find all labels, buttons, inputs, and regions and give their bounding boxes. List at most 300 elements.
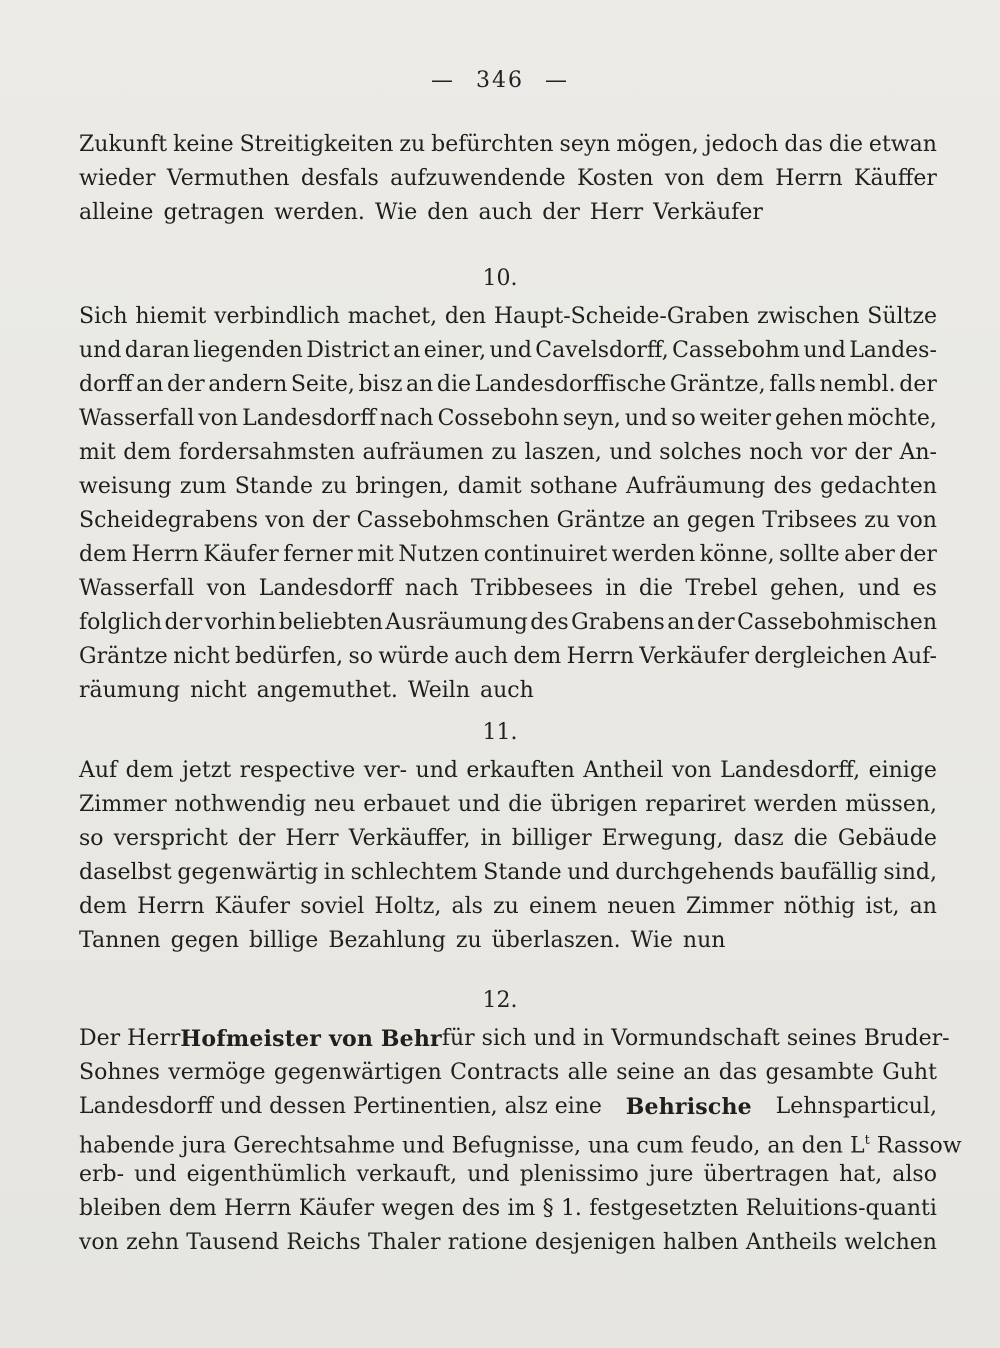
word: von — [198, 406, 239, 431]
word: respective — [239, 758, 356, 783]
word: Scheidegrabens — [79, 508, 258, 533]
word: räumung — [79, 678, 181, 703]
word: alleine — [79, 200, 154, 225]
word: alle — [567, 1060, 608, 1085]
word: in — [323, 860, 346, 885]
word: falls — [769, 372, 816, 397]
word: Cassebohmschen — [356, 508, 550, 533]
text-line — [79, 606, 937, 640]
word: zu — [493, 894, 519, 919]
word: Wie — [374, 200, 418, 225]
word: continuiret — [483, 542, 608, 567]
word: Bezahlung — [328, 928, 446, 953]
word: daselbst — [79, 860, 172, 885]
word: an — [136, 372, 164, 397]
word: bringen, — [355, 474, 450, 499]
word: fordersahmsten — [178, 440, 356, 465]
word: repariret — [645, 792, 746, 817]
word: Käufer — [214, 894, 291, 919]
word: neu — [314, 792, 356, 817]
word: keine — [173, 132, 234, 157]
text-line — [79, 402, 937, 436]
word: an — [406, 372, 434, 397]
word: wegen — [381, 1196, 455, 1221]
word: weisung — [79, 474, 172, 499]
word: nach — [404, 576, 459, 601]
section-number-10: 10. — [482, 266, 518, 291]
word: gegen — [170, 928, 239, 953]
word: vor — [810, 440, 847, 465]
word: beliebten — [278, 610, 383, 635]
word: Vermuthen — [166, 166, 290, 191]
word: Käufer — [203, 542, 279, 567]
word: und — [134, 1162, 177, 1187]
word: verkauft, — [356, 1162, 458, 1187]
word: dem — [123, 440, 172, 465]
word: Gebäude — [837, 826, 937, 851]
word: Cavelsdorff, — [535, 338, 669, 363]
word: Herrn — [131, 542, 199, 567]
word: aufräumen — [362, 440, 484, 465]
word: dem — [513, 644, 562, 669]
word: dem — [79, 894, 127, 919]
word: Trebel — [685, 576, 758, 601]
word: Herrn — [566, 644, 634, 669]
word: gehen — [775, 406, 844, 431]
word: der — [697, 610, 735, 635]
word: Tribsees — [762, 508, 858, 533]
word: des — [530, 610, 569, 635]
word: den — [427, 200, 469, 225]
word: würde — [378, 644, 449, 669]
word: Verkäuffer, — [348, 826, 471, 851]
word: sothane — [529, 474, 618, 499]
word: welchen — [844, 1230, 937, 1255]
word: noch — [749, 440, 804, 465]
word: sind, — [883, 860, 937, 885]
text-line — [79, 1056, 937, 1090]
word: von — [206, 576, 247, 601]
text-line-part: Der Herr — [79, 1026, 181, 1051]
word: Zimmer — [79, 792, 167, 817]
word: einem — [528, 894, 598, 919]
word: müssen, — [845, 792, 937, 817]
word: dorff — [79, 372, 133, 397]
word: der — [311, 508, 350, 533]
word: nembl. — [819, 372, 896, 397]
word: und — [567, 860, 610, 885]
word: liegenden — [193, 338, 303, 363]
word: Antheil — [583, 758, 664, 783]
word: gedachten — [820, 474, 937, 499]
text-line — [79, 856, 937, 890]
word: machet, — [347, 304, 438, 329]
word: Wie — [630, 928, 673, 953]
word: nothwendig — [174, 792, 307, 817]
word: zum — [179, 474, 227, 499]
word: Cassebohm — [672, 338, 801, 363]
word: mögen, — [616, 132, 699, 157]
word: Landes- — [849, 338, 937, 363]
word: Herr — [589, 200, 644, 225]
word: getragen — [163, 200, 265, 225]
word: zwischen — [757, 304, 860, 329]
word: wieder — [79, 166, 156, 191]
word: die — [638, 576, 674, 601]
word: Käuffer — [854, 166, 937, 191]
text-line-fragment: Rassow — [869, 1133, 962, 1159]
word: die — [793, 826, 828, 851]
word: andern — [208, 372, 288, 397]
text-line — [79, 1192, 937, 1226]
word: der — [899, 372, 937, 397]
word: soviel — [300, 894, 365, 919]
word: Thaler — [367, 1230, 441, 1255]
word: baufällig — [779, 860, 878, 885]
word: werden — [753, 792, 838, 817]
word: zu — [864, 508, 891, 533]
word: seyn — [559, 132, 611, 157]
word: der — [237, 826, 276, 851]
word: Seite, — [290, 372, 355, 397]
word: Verkäufer — [653, 200, 763, 225]
word: Auf — [79, 758, 118, 783]
word: Holtz, — [374, 894, 442, 919]
word: an — [393, 338, 421, 363]
text-line — [79, 300, 937, 334]
word: jetzt — [182, 758, 232, 783]
word: Erwegung, — [601, 826, 724, 851]
text-line — [79, 674, 937, 708]
word: die — [508, 792, 543, 817]
word: Wasserfall — [79, 576, 195, 601]
word: von — [664, 166, 705, 191]
word: einige — [868, 758, 937, 783]
word: der — [542, 200, 580, 225]
text-line-part: für sich und in Vormundschaft seines Bruder- — [441, 1026, 950, 1051]
word: in — [480, 826, 502, 851]
word: angemuthet. — [256, 678, 398, 703]
section-number-11: 11. — [482, 720, 518, 745]
word: gegenwärtig — [177, 860, 319, 885]
word: District — [306, 338, 390, 363]
word: halben — [662, 1230, 739, 1255]
text-line — [79, 1022, 950, 1056]
page-number-dash-right: — — [545, 68, 569, 93]
text-line — [79, 1158, 937, 1192]
text-line — [79, 1090, 937, 1124]
word: und — [803, 338, 846, 363]
word: und — [624, 406, 668, 431]
word: Herrn — [223, 1196, 292, 1221]
text-line — [79, 368, 937, 402]
word: Herrn — [775, 166, 843, 191]
word: jedoch — [704, 132, 779, 157]
word: dem — [715, 166, 764, 191]
word: Tannen — [79, 928, 161, 953]
word: Landesdorff — [258, 576, 393, 601]
word: Auf- — [892, 644, 937, 669]
word: an — [652, 508, 680, 533]
word: die — [828, 132, 863, 157]
word: zu — [455, 928, 482, 953]
word: Reluitions-quanti — [745, 1196, 937, 1221]
word: in — [605, 576, 627, 601]
word: Gräntze — [556, 508, 646, 533]
word: auch — [478, 200, 533, 225]
word: An- — [899, 440, 937, 465]
word: der — [854, 440, 892, 465]
word: Sohnes — [79, 1060, 160, 1085]
word: aufzuwendende — [390, 166, 566, 191]
word: so — [348, 644, 374, 669]
word: Cossebohn — [437, 406, 559, 431]
word: übertragen — [703, 1162, 829, 1187]
word: Käufer — [298, 1196, 375, 1221]
word: schlechtem — [350, 860, 478, 885]
word: vermöge — [168, 1060, 266, 1085]
text-line — [79, 572, 937, 606]
word: mit — [79, 440, 116, 465]
word: Reichs — [286, 1230, 361, 1255]
word: zu — [399, 132, 426, 157]
word: dem — [125, 758, 174, 783]
text-line — [79, 754, 937, 788]
text-line — [79, 128, 937, 162]
text-line — [79, 1226, 937, 1260]
text-line — [79, 162, 937, 196]
page-number — [0, 68, 1000, 93]
word: und — [857, 576, 901, 601]
word: der — [899, 542, 937, 567]
word: § — [542, 1196, 554, 1221]
word: auch — [480, 678, 534, 703]
word: den — [444, 304, 487, 329]
word: festgesetzten — [589, 1196, 739, 1221]
word: Aufräumung — [625, 474, 766, 499]
word: gesambte — [765, 1060, 874, 1085]
text-line — [79, 196, 937, 230]
text-line — [79, 504, 937, 538]
word: billiger — [511, 826, 592, 851]
word: nicht — [173, 644, 230, 669]
word: verbindlich — [214, 304, 340, 329]
word: Tausend — [186, 1230, 280, 1255]
word: so — [671, 406, 696, 431]
word: durchgehends — [615, 860, 775, 885]
word: 1. — [560, 1196, 582, 1221]
word: mit — [357, 542, 394, 567]
word: seine — [616, 1060, 675, 1085]
word: Sültze — [867, 304, 937, 329]
word: dergleichen — [754, 644, 887, 669]
word: Verkäufer — [639, 644, 749, 669]
word: daran — [124, 338, 190, 363]
word: Stande — [483, 860, 562, 885]
word: von — [79, 1230, 119, 1255]
word: der — [166, 372, 205, 397]
word: hat, — [839, 1162, 883, 1187]
word: erkauften — [466, 758, 575, 783]
word: an — [683, 1060, 711, 1085]
word: eigenthümlich — [186, 1162, 347, 1187]
word: aber — [844, 542, 895, 567]
word: seyn, — [562, 406, 621, 431]
page-number-value: 346 — [476, 68, 524, 93]
word: Nutzen — [398, 542, 480, 567]
word: als — [451, 894, 483, 919]
text-line — [79, 822, 937, 856]
word: hiemit — [135, 304, 207, 329]
text-line — [79, 470, 937, 504]
word: sollte — [779, 542, 840, 567]
word: desfals — [300, 166, 379, 191]
word: auch — [454, 644, 509, 669]
word: von — [671, 758, 712, 783]
word: bedürfen, — [234, 644, 344, 669]
word: und — [489, 338, 532, 363]
word: Zukunft — [79, 132, 168, 157]
text-line — [79, 640, 937, 674]
word: nach — [379, 406, 434, 431]
word: und — [415, 758, 458, 783]
superscript: t — [864, 1133, 870, 1148]
word: neuen — [607, 894, 676, 919]
word: etwan — [868, 132, 937, 157]
word: zu — [491, 440, 518, 465]
word: Cassebohmischen — [737, 610, 937, 635]
text-line — [79, 1124, 962, 1159]
page-number-dash-left: — — [431, 68, 455, 93]
word: weiter — [699, 406, 772, 431]
word: so — [79, 826, 104, 851]
word: Landesdorff — [242, 406, 376, 431]
word: Kosten — [577, 166, 654, 191]
word: gegen — [686, 508, 756, 533]
word: dem — [79, 542, 127, 567]
word: gegenwärtigen — [273, 1060, 442, 1085]
word: Sich — [79, 304, 128, 329]
word: billige — [248, 928, 319, 953]
word: es — [912, 576, 937, 601]
word: an — [909, 894, 937, 919]
word: Landesdorff, — [720, 758, 861, 783]
word: ferner — [283, 542, 353, 567]
text-line-part: Lehnsparticul, — [775, 1094, 937, 1119]
word: solches — [659, 440, 742, 465]
word: werden — [611, 542, 696, 567]
text-line-fragment: habende jura Gerechtsahme und Befugnisse, una cum feudo, an den L — [79, 1133, 865, 1159]
word: damit — [457, 474, 522, 499]
word: die — [436, 372, 472, 397]
word: gehen, — [770, 576, 846, 601]
word: das — [784, 132, 823, 157]
word: übrigen — [550, 792, 638, 817]
word: folglich — [79, 610, 163, 635]
word: Landesdorffische — [474, 372, 667, 397]
text-line-part: Landesdorff und dessen Pertinentien, alsz eine — [79, 1094, 602, 1119]
word: und — [467, 1162, 510, 1187]
text-line — [79, 538, 937, 572]
word: desjenigen — [534, 1230, 656, 1255]
word: Contracts — [450, 1060, 560, 1085]
word: Zimmer — [685, 894, 774, 919]
word: bisz — [358, 372, 403, 397]
word: plenissimo — [519, 1162, 639, 1187]
word: bleiben — [79, 1196, 162, 1221]
word: nicht — [190, 678, 247, 703]
word: verspricht — [113, 826, 228, 851]
word: werden. — [274, 200, 365, 225]
word: des — [461, 1196, 501, 1221]
word: Herr — [285, 826, 339, 851]
word: Wasserfall — [79, 406, 195, 431]
word: ratione — [447, 1230, 528, 1255]
word: Streitigkeiten — [239, 132, 394, 157]
word: jure — [648, 1162, 694, 1187]
word: zehn — [126, 1230, 180, 1255]
word: von — [897, 508, 937, 533]
word: vorhin — [204, 610, 277, 635]
word: von — [265, 508, 305, 533]
word: Gräntze, — [669, 372, 766, 397]
word: dem — [168, 1196, 217, 1221]
emphasized-name: Hofmeister von Behr — [180, 1026, 442, 1052]
word: überlaszen. — [491, 928, 621, 953]
word: also — [892, 1162, 937, 1187]
text-line — [79, 890, 937, 924]
word: Haupt-Scheide-Graben — [493, 304, 750, 329]
text-line — [79, 924, 937, 958]
word: Gräntze — [79, 644, 168, 669]
text-line — [79, 334, 937, 368]
word: könne, — [699, 542, 775, 567]
word: Antheils — [745, 1230, 838, 1255]
word: der — [164, 610, 203, 635]
word: nöthig — [783, 894, 856, 919]
text-line — [79, 436, 937, 470]
word: Weiln — [407, 678, 471, 703]
word: das — [718, 1060, 758, 1085]
word: erb- — [79, 1162, 125, 1187]
word: möchte, — [847, 406, 937, 431]
word: einer, — [423, 338, 487, 363]
word: Stande — [234, 474, 314, 499]
emphasized-name: Behrische — [625, 1094, 752, 1120]
word: Tribbesees — [470, 576, 593, 601]
word: Grabens — [571, 610, 665, 635]
word: im — [507, 1196, 536, 1221]
word: befürchten — [431, 132, 554, 157]
word: dasz — [733, 826, 784, 851]
word: Ausräumung — [385, 610, 528, 635]
word: und — [609, 440, 652, 465]
word: Guht — [882, 1060, 937, 1085]
word: nun — [682, 928, 726, 953]
text-line — [79, 788, 937, 822]
section-number-12: 12. — [482, 988, 518, 1013]
word: laszen, — [524, 440, 602, 465]
word: zu — [321, 474, 348, 499]
word: und — [79, 338, 122, 363]
word: ver- — [363, 758, 408, 783]
word: und — [457, 792, 501, 817]
word: an — [667, 610, 695, 635]
word: ist, — [865, 894, 900, 919]
text-line-part — [79, 1124, 962, 1158]
word: Herrn — [137, 894, 205, 919]
word: erbauet — [363, 792, 450, 817]
